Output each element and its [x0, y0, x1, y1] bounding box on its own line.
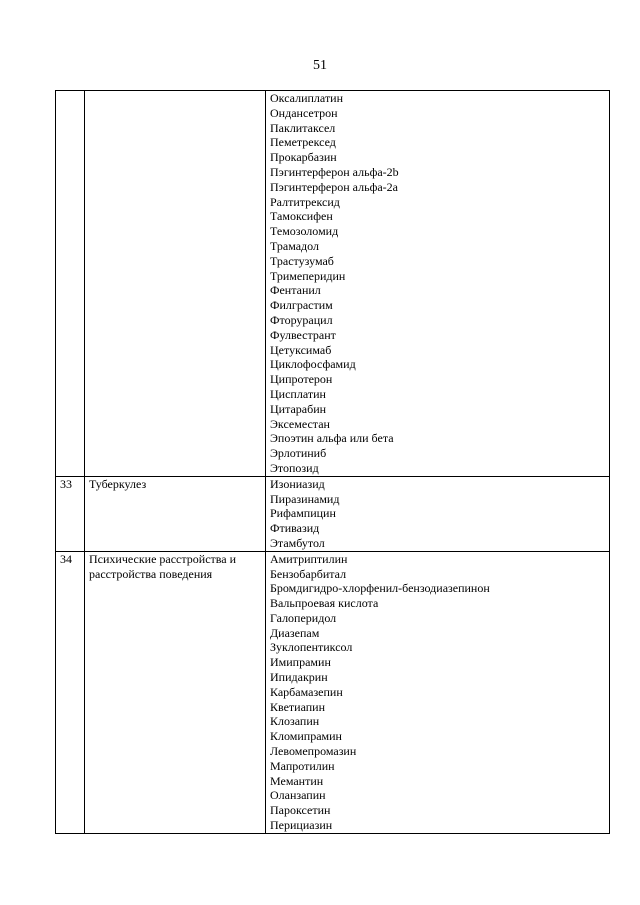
- drug-list-cell: [266, 551, 610, 833]
- drug-name: Имипрамин: [270, 655, 331, 670]
- row-number-cell: [56, 551, 85, 833]
- disease-name: Психические расстройства и расстройства поведения: [89, 551, 237, 581]
- drug-name: Пэгинтерферон альфа-2b: [270, 164, 399, 179]
- drug-name: Кломипрамин: [270, 729, 342, 744]
- drug-name: Фторурацил: [270, 312, 333, 327]
- drug-name: Циклофосфамид: [270, 357, 356, 372]
- drug-list-table: [55, 90, 610, 834]
- drug-name: Клозапин: [270, 714, 320, 729]
- drug-name: Диазепам: [270, 625, 320, 640]
- drug-name: Оланзапин: [270, 788, 326, 803]
- drug-list-cell: [266, 476, 610, 551]
- table-body: [56, 91, 610, 834]
- drug-list-cell: [266, 91, 610, 477]
- table-row: [56, 91, 610, 477]
- drug-name: Этопозид: [270, 460, 319, 475]
- drug-name: Тамоксифен: [270, 209, 333, 224]
- drug-name: Ралтитрексид: [270, 194, 340, 209]
- row-number-cell: [56, 476, 85, 551]
- drug-name: Прокарбазин: [270, 150, 337, 165]
- drug-name: Паклитаксел: [270, 120, 336, 135]
- drug-name: Карбамазепин: [270, 684, 343, 699]
- drug-name: Трамадол: [270, 238, 319, 253]
- drug-name: Перициазин: [270, 818, 333, 833]
- drug-name: Пеметрексед: [270, 135, 336, 150]
- drug-name: Амитриптилин: [270, 551, 348, 566]
- disease-name: Туберкулез: [89, 476, 147, 491]
- drug-name: Кветиапин: [270, 699, 326, 714]
- drug-name: Эпоэтин альфа или бета: [270, 431, 394, 446]
- row-number-cell: [56, 91, 85, 477]
- drug-name: Бромдигидро-хлорфенил-бензодиазепинон: [270, 581, 490, 596]
- drug-name: Цитарабин: [270, 401, 327, 416]
- table-row: [56, 476, 610, 551]
- drug-name: Ипидакрин: [270, 670, 328, 685]
- drug-name: Бензобарбитал: [270, 566, 347, 581]
- drug-name: Ципротерон: [270, 372, 333, 387]
- drug-name: Оксалиплатин: [270, 91, 344, 105]
- drug-name: Эрлотиниб: [270, 446, 327, 461]
- drug-name: Филграстим: [270, 298, 333, 313]
- drug-name: Мапротилин: [270, 758, 335, 773]
- drug-name: Этамбутол: [270, 535, 325, 550]
- drug-name: Рифампицин: [270, 506, 336, 521]
- drug-name: Цетуксимаб: [270, 342, 332, 357]
- drug-name: Зуклопентиксол: [270, 640, 353, 655]
- drug-name: Галоперидол: [270, 610, 337, 625]
- drug-name: Трастузумаб: [270, 253, 334, 268]
- drug-name: Изониазид: [270, 476, 325, 491]
- disease-name-cell: [85, 551, 266, 833]
- drug-name: Левомепромазин: [270, 744, 357, 759]
- table-row: [56, 551, 610, 833]
- drug-name: Фтивазид: [270, 521, 320, 536]
- drug-name: Эксеместан: [270, 416, 330, 431]
- drug-name: Вальпроевая кислота: [270, 596, 379, 611]
- drug-name: Пэгинтерферон альфа-2a: [270, 179, 398, 194]
- disease-name-cell: [85, 91, 266, 477]
- drug-name: Темозоломид: [270, 224, 339, 239]
- disease-name-cell: [85, 476, 266, 551]
- drug-name: Тримеперидин: [270, 268, 346, 283]
- drug-name: Мемантин: [270, 773, 324, 788]
- page-number: 51: [313, 58, 327, 73]
- drug-name: Пиразинамид: [270, 491, 340, 506]
- drug-name: Ондансетрон: [270, 105, 338, 120]
- row-number: 33: [60, 476, 72, 491]
- drug-name: Фентанил: [270, 283, 321, 298]
- row-number: 34: [60, 551, 72, 566]
- drug-name: Пароксетин: [270, 803, 331, 818]
- drug-name: Фулвестрант: [270, 327, 336, 342]
- drug-name: Цисплатин: [270, 386, 326, 401]
